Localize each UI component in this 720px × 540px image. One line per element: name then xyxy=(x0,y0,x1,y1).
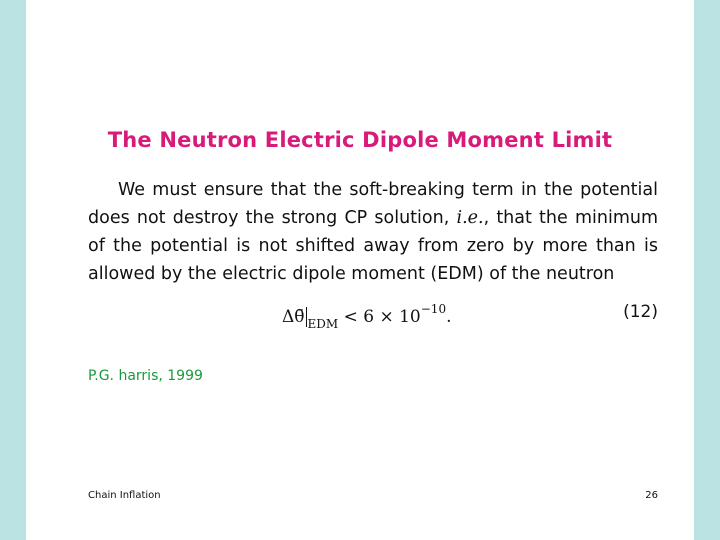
citation: P.G. harris, 1999 xyxy=(88,368,203,384)
paragraph-part-1: We must ensure that the soft-breaking term in the potential does not destroy the strong CP solution, xyxy=(88,180,658,228)
equation-exponent: −10 xyxy=(420,302,447,316)
equation-number: (12) xyxy=(623,302,658,322)
ie-abbreviation: i.e. xyxy=(456,208,484,228)
slide-title: The Neutron Electric Dipole Moment Limit xyxy=(107,128,613,152)
paragraph-part-2: , that the minimum of the potential is not shifted away from zero by more than is allowed by the electric dipole moment (EDM) of the neutron xyxy=(88,208,658,284)
equation-12 xyxy=(88,302,658,332)
footer-title: Chain Inflation xyxy=(88,490,161,501)
slide-page xyxy=(26,0,694,540)
evaluation-bar xyxy=(306,307,307,327)
body-paragraph xyxy=(88,176,658,288)
equation-lhs: Δθ̄ xyxy=(282,307,305,327)
equation-subscript: EDM xyxy=(307,317,339,331)
equation-end: . xyxy=(446,307,452,327)
page-number: 26 xyxy=(645,490,658,501)
equation-expression xyxy=(282,302,451,331)
equation-relation: < 6 × 10 xyxy=(338,307,421,327)
